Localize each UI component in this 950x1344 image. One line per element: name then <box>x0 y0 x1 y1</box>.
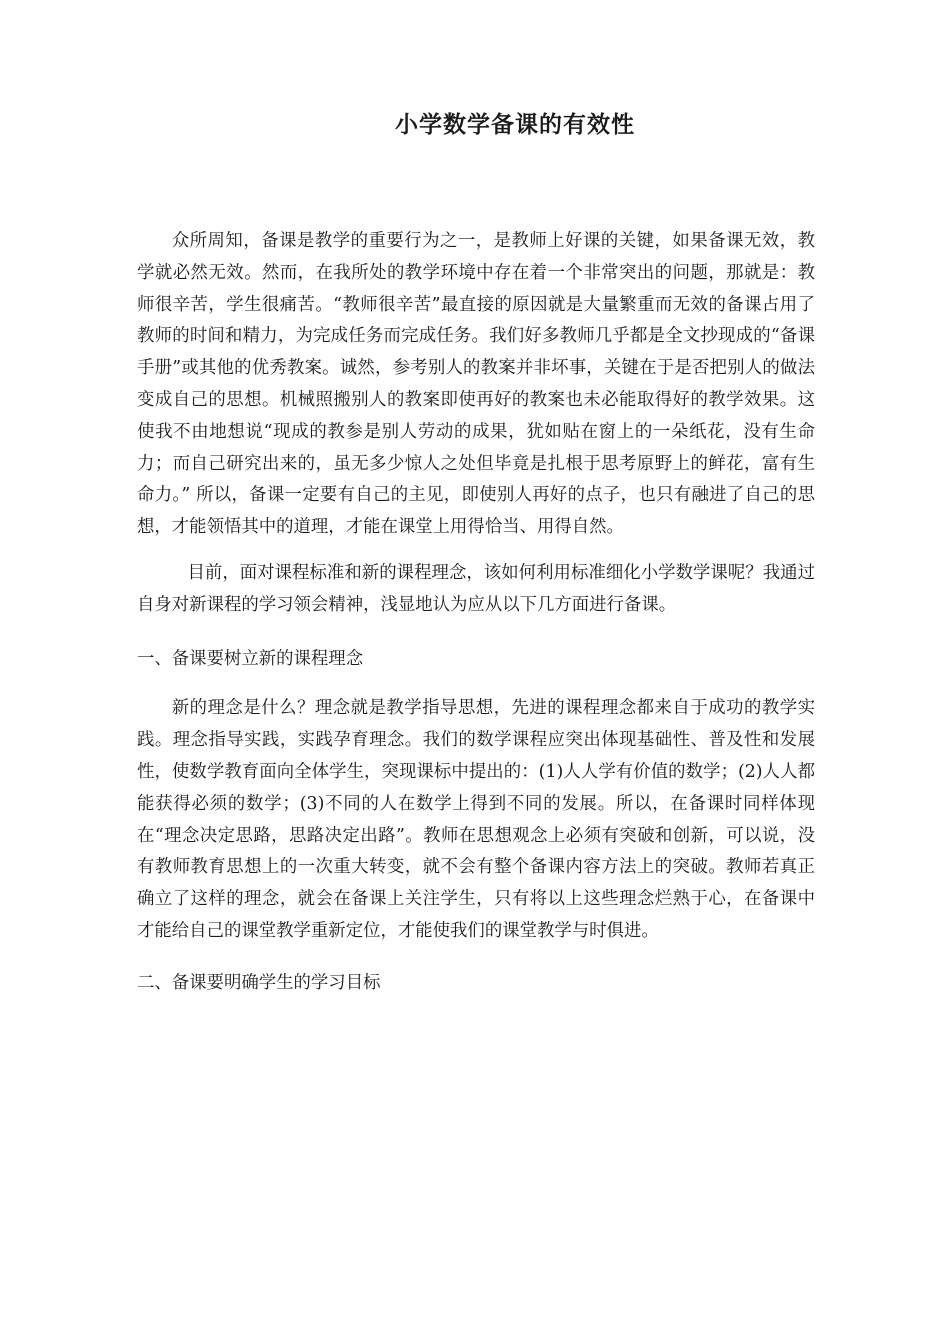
document-body <box>137 226 815 1000</box>
section-heading-2: 二、备课要明确学生的学习目标 <box>137 972 381 993</box>
section-heading-1: 一、备课要树立新的课程理念 <box>137 648 364 669</box>
document-title: 小学数学备课的有效性 <box>395 111 635 138</box>
paragraph-purpose: 目前，面对课程标准和新的课程理念，该如何利用标准细化小学数学课呢？我通过自身对新课程的学习领会精神，浅显地认为应从以下几方面进行备课。 <box>137 562 815 615</box>
paragraph-intro: 众所周知，备课是教学的重要行为之一，是教师上好课的关键，如果备课无效，教学就必然无效。然而，在我所处的教学环境中存在着一个非常突出的问题，那就是：教师很辛苦，学生很痛苦。“教师很辛苦”最直接的原因就是大量繁重而无效的备课占用了教师的时间和精力，为完成任务而完成任务。我们好多教师几乎都是全文抄现成的“备课手册”或其他的优秀教案。诚然，参考别人的教案并非坏事，关键在于是否把别人的做法变成自己的思想。机械照搬别人的教案即使再好的教案也未必能取得好的教学效果。这使我不由地想说“现成的教参是别人劳动的成果，犹如贴在窗上的一朵纸花，没有生命力；而自己研究出来的，虽无多少惊人之处但毕竟是扎根于思考原野上的鲜花，富有生命力。” 所以，备课一定要有自己的主见，即使别人再好的点子，也只有融进了自己的思想，才能领悟其中的道理，才能在课堂上用得恰当、用得自然。 <box>137 231 815 538</box>
paragraph-section-1: 新的理念是什么？理念就是教学指导思想，先进的课程理念都来自于成功的教学实践。理念指导实践，实践孕育理念。我们的数学课程应突出体现基础性、普及性和发展性，使数学教育面向全体学生，突现课标中提出的：(1)人人学有价值的数学；(2)人人都能获得必须的数学；(3)不同的人在数学上得到不同的发展。所以，在备课时同样体现在“理念决定思路，思路决定出路”。教师在思想观念上必须有突破和创新，可以说，没有教师教育思想上的一次重大转变，就不会有整个备课内容方法上的突破。教师若真正确立了这样的理念，就会在备课上关注学生，只有将以上这些理念烂熟于心，在备课中才能给自己的课堂教学重新定位，才能使我们的课堂教学与时俱进。 <box>137 698 815 941</box>
